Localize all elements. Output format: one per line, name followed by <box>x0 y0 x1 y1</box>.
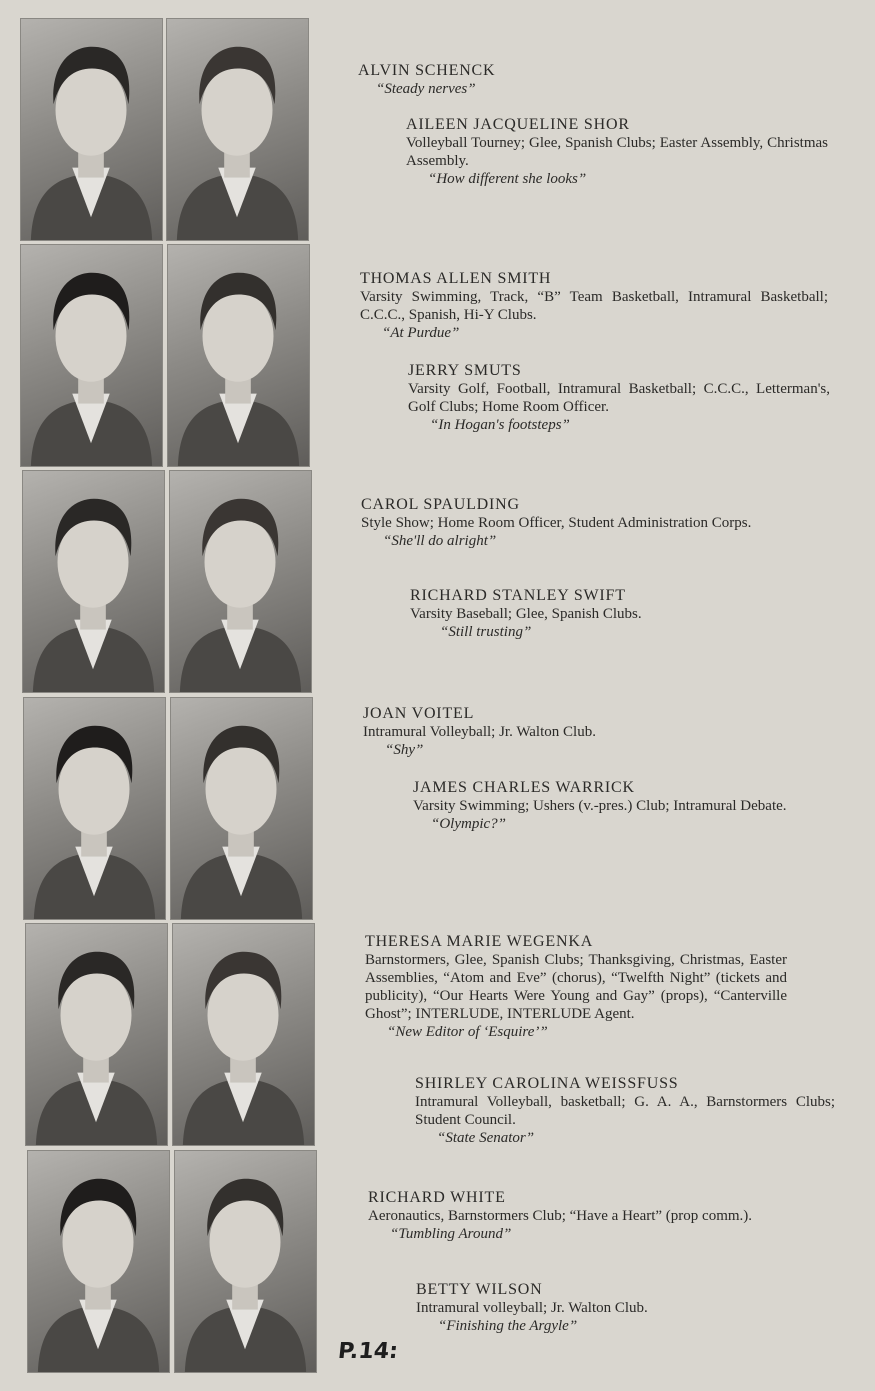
student-quote: “In Hogan's footsteps” <box>430 417 570 433</box>
student-quote: “Steady nerves” <box>376 81 476 97</box>
student-activities: Varsity Swimming, Track, “B” Team Basketball, Intramural Basketball; C.C.C., Spanish, Hi-Y Clubs. <box>360 289 828 323</box>
student-activities: Style Show; Home Room Officer, Student Administration Corps. <box>361 515 752 531</box>
portrait-photo <box>172 923 315 1146</box>
student-entry <box>406 115 828 189</box>
portrait-photo <box>20 18 163 241</box>
student-entry <box>368 1188 790 1244</box>
student-activities: Aeronautics, Barnstormers Club; “Have a Heart” (prop comm.). <box>368 1208 753 1224</box>
student-name: THOMAS ALLEN SMITH <box>360 270 552 287</box>
student-name: RICHARD WHITE <box>368 1189 506 1206</box>
student-name: CAROL SPAULDING <box>361 496 520 513</box>
portrait-photo <box>169 470 312 693</box>
portrait-photo <box>25 923 168 1146</box>
student-entry <box>416 1280 836 1336</box>
portrait-photo <box>170 697 313 920</box>
student-quote: “Finishing the Argyle” <box>438 1318 578 1334</box>
student-activities: Intramural Volleyball, basketball; G. A. A., Barnstormers Clubs; Student Council. <box>415 1094 835 1128</box>
student-quote: “Olympic?” <box>431 816 506 832</box>
student-activities: Varsity Swimming; Ushers (v.-pres.) Club; Intramural Debate. <box>413 798 787 814</box>
portrait-photo <box>167 244 310 467</box>
student-name: JERRY SMUTS <box>408 362 522 379</box>
student-name: JOAN VOITEL <box>363 705 475 722</box>
portrait-photo <box>166 18 309 241</box>
student-entry <box>413 778 833 834</box>
student-quote: “She'll do alright” <box>383 533 497 549</box>
student-quote: “New Editor of ‘Esquire’” <box>387 1024 548 1040</box>
student-name: BETTY WILSON <box>416 1281 543 1298</box>
student-entry <box>408 361 830 435</box>
student-name: ALVIN SCHENCK <box>358 62 496 79</box>
student-entry <box>358 61 828 99</box>
student-activities: Varsity Baseball; Glee, Spanish Clubs. <box>410 606 642 622</box>
student-entry <box>415 1074 835 1148</box>
student-entry <box>363 704 823 760</box>
portrait-photo <box>22 470 165 693</box>
student-entry <box>361 495 785 551</box>
student-activities: Barnstormers, Glee, Spanish Clubs; Thanksgiving, Christmas, Easter Assemblies, “Atom and Eve” (chorus), “Twelfth Night” (tickets and publicity), “Our Hearts Were Young and Gay” (props), “Canterville Ghost”; INTERLUDE, INTERLUDE Agent. <box>365 952 787 1022</box>
student-activities: Varsity Golf, Football, Intramural Basketball; C.C.C., Letterman's, Golf Clubs; Home Room Officer. <box>408 381 830 415</box>
student-entry <box>360 269 828 343</box>
portrait-photo <box>174 1150 317 1373</box>
student-entry <box>365 932 787 1042</box>
student-name: JAMES CHARLES WARRICK <box>413 779 635 796</box>
student-entry <box>410 586 830 642</box>
portrait-photo <box>27 1150 170 1373</box>
student-quote: “Still trusting” <box>440 624 532 640</box>
portrait-photo <box>20 244 163 467</box>
portrait-photo <box>23 697 166 920</box>
student-activities: Intramural volleyball; Jr. Walton Club. <box>416 1300 648 1316</box>
student-name: THERESA MARIE WEGENKA <box>365 933 594 950</box>
student-quote: “At Purdue” <box>382 325 460 341</box>
student-quote: “State Senator” <box>437 1130 535 1146</box>
page-mark: P.14: <box>336 1339 400 1364</box>
student-name: AILEEN JACQUELINE SHOR <box>406 116 630 133</box>
student-quote: “How different she looks” <box>428 171 587 187</box>
student-activities: Intramural Volleyball; Jr. Walton Club. <box>363 724 596 740</box>
student-quote: “Tumbling Around” <box>390 1226 512 1242</box>
student-quote: “Shy” <box>385 742 424 758</box>
student-name: SHIRLEY CAROLINA WEISSFUSS <box>415 1075 679 1092</box>
student-name: RICHARD STANLEY SWIFT <box>410 587 626 604</box>
student-activities: Volleyball Tourney; Glee, Spanish Clubs; Easter Assembly, Christmas Assembly. <box>406 135 828 169</box>
